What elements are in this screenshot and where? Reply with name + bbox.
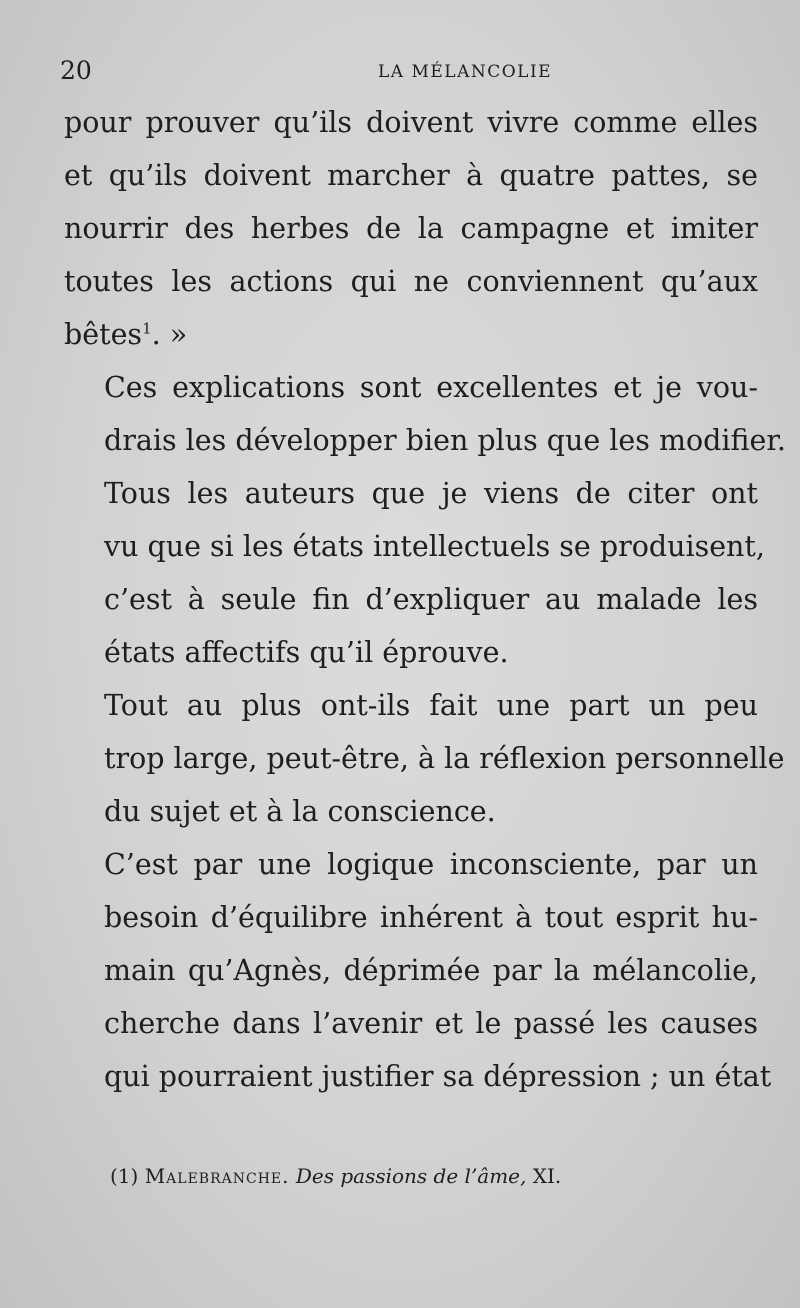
footnote-title: Des passions de l’âme, [295,1164,527,1188]
footnote [110,1164,561,1188]
paragraph-5 [64,838,772,1103]
text-line: états affectifs qu’il éprouve. [104,636,509,669]
text-line: C’est par une logique inconsciente, par un [104,848,758,881]
running-head: LA MÉLANCOLIE [378,62,553,82]
page-number: 20 [60,56,92,85]
text-line: toutes les actions qui ne conviennent qu’aux [64,265,758,298]
body-text [64,96,786,1103]
text-line: et qu’ils doivent marcher à quatre pattes, se [64,159,758,192]
paragraph-4 [64,679,785,838]
text-line: pour prouver qu’ils doivent vivre comme elles [64,106,758,139]
text-line: Tout au plus ont-ils fait une part un peu [104,689,758,722]
text-line: du sujet et à la conscience. [104,795,496,828]
text-line: Tous les auteurs que je viens de citer ont [104,477,758,510]
text-line: Ces explications sont excellentes et je vou- [104,371,758,404]
text-line: besoin d’équilibre inhérent à tout esprit hu- [104,901,758,934]
footnote-ref: XI. [532,1164,562,1188]
text-line: nourrir des herbes de la campagne et imiter [64,212,758,245]
text-fragment: . » [151,318,188,351]
paragraph-1 [64,96,758,361]
paragraph-3 [64,467,765,679]
page-header [60,54,760,88]
text-line: drais les développer bien plus que les modifier. [104,424,786,457]
text-line: vu que si les états intellectuels se produisent, [104,530,765,563]
text-line: c’est à seule fin d’expliquer au malade les [104,583,758,616]
footnote-reference: 1 [142,319,152,338]
footnote-marker: (1) [110,1164,139,1188]
text-line: qui pourraient justifier sa dépression ; un état [104,1060,772,1093]
text-line: cherche dans l’avenir et le passé les causes [104,1007,758,1040]
text-line [64,308,758,361]
footnote-author: Malebranche. [144,1164,290,1188]
paragraph-2 [64,361,786,467]
text-line: trop large, peut-être, à la réflexion personnelle [104,742,785,775]
text-line: main qu’Agnès, déprimée par la mélancolie, [104,954,758,987]
text-fragment: bêtes [64,318,143,351]
